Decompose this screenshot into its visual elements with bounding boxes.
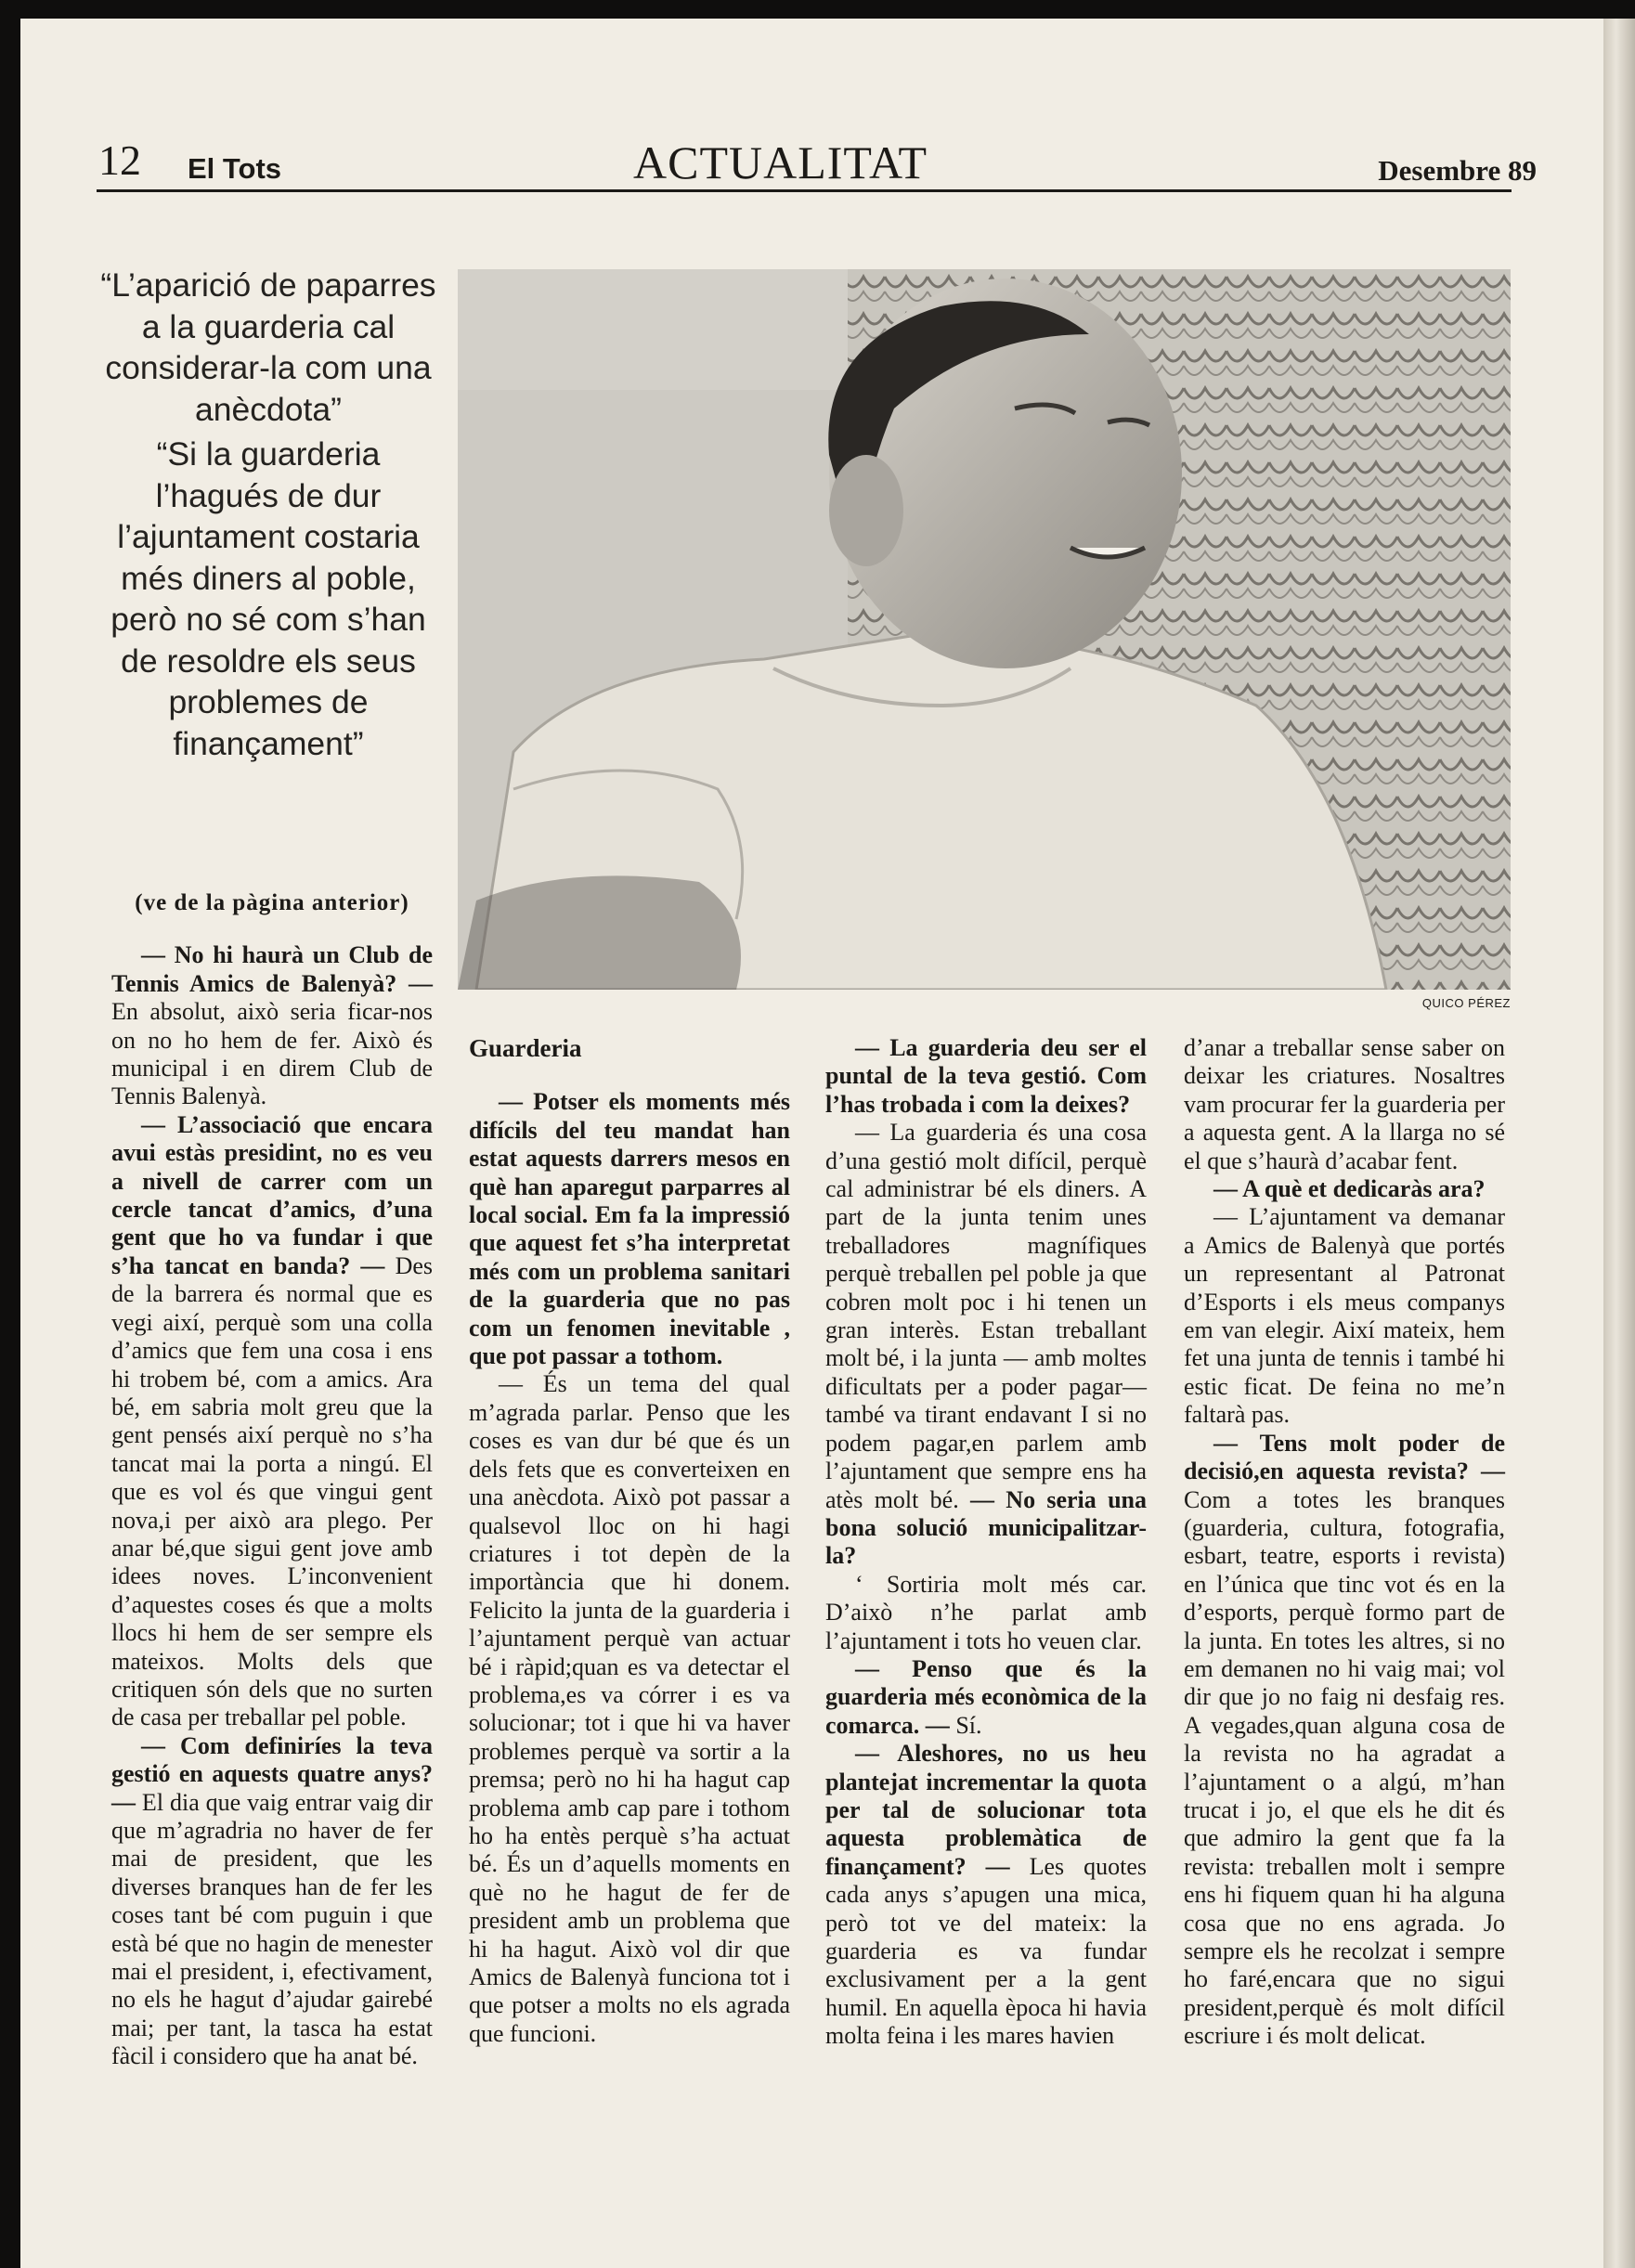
qa-paragraph	[111, 1732, 433, 2071]
article-column-4	[1184, 1034, 1505, 2051]
question: — L’associació que encara avui estàs presidint, no es veu a nivell de carrer com un cercle tancat d’amics, d’una gent que ho va fundar i que s’ha tancat en banda? —	[111, 1110, 433, 1279]
portrait-illustration	[458, 269, 1511, 990]
article-column-3	[825, 1034, 1147, 2051]
qa-paragraph	[825, 1571, 1147, 1655]
issue-date: Desembre 89	[1378, 154, 1537, 187]
question: — La guarderia deu ser el puntal de la teva gestió. Com l’has trobada i com la deixes?	[825, 1034, 1147, 1118]
pull-quote-1: “L’aparició de paparres a la guarderia cal considerar-la com una anècdota”	[100, 266, 436, 428]
section-heading: Guarderia	[469, 1034, 582, 1062]
pull-quote-2: “Si la guarderia l’hagués de dur l’ajuntament costaria més diners al poble, però no sé com s’han de resoldre els seus problemes de finançament”	[110, 435, 426, 762]
qa-paragraph	[1184, 1430, 1505, 2051]
answer: — La guarderia és una cosa d’una gestió molt difícil, perquè cal administrar bé els diners. A part de la junta tenim unes treballadores magnífiques perquè treballen pel poble ja que cobren molt poc i hi tenen un gran interès. Estan treballant molt bé, i la junta — amb moltes dificultats per a poder pagar— també va tirant endavant I si no podem pagar,en parlem amb l’ajuntament que sempre ens ha atès molt bé.	[825, 1119, 1147, 1513]
article-column-1	[111, 889, 433, 2071]
answer: — L’ajuntament va demanar a Amics de Balenyà que portés un representant al Patronat d’Esports i els meus companys em van elegir. Així mateix, hem fet una junta de tennis i també hi estic ficat. De feina no me’n faltarà pas.	[1184, 1203, 1505, 1429]
answer: — És un tema del qual m’agrada parlar. Penso que les coses es van dur bé que és un dels fets que es converteixen en una anècdota. Això pot passar a qualsevol lloc on hi hagi criatures i tot depèn de la importància que hi donem. Felicito la junta de la guarderia i l’ajuntament perquè van actuar bé i ràpid;quan es va detectar el problema,es va córrer i es va solucionar; tot i que hi va haver problemes perquè va sortir a la premsa; però no hi ha hagut cap problema amb cap pare i tothom ho ha entès perquè s’ha actuat bé. És un d’aquells moments en què no he hagut de fer de president amb un problema que hi ha hagut. Això vol dir que Amics de Balenyà funciona tot i que potser a molts no els agrada que funcioni.	[469, 1370, 790, 2047]
qa-paragraph	[825, 1119, 1147, 1571]
answer: Sí.	[949, 1711, 982, 1739]
qa-paragraph	[111, 941, 433, 1110]
publication-name: El Tots	[188, 152, 282, 185]
answer: En absolut, això seria ficar-nos on no ho hem de fer. Això és municipal i en direm Club de Tennis Balenyà.	[111, 998, 433, 1110]
question: — No hi haurà un Club de Tennis Amics de Balenyà? —	[111, 941, 433, 997]
question: — No seria una bona solució municipalitzar-la?	[825, 1485, 1147, 1570]
question: — Tens molt poder de decisió,en aquesta revista? —	[1184, 1429, 1505, 1485]
answer: Com a totes les branques (guarderia, cultura, fotografia, esbart, teatre, esports i revista) en l’única que tinc vot és en la d’esports, perquè formo part de la junta. En totes les altres, si no em demanen no hi vaig mai; vol dir que jo no faig ni desfaig res. A vegades,quan alguna cosa de la revista no ha agradat a l’ajuntament o a algú, m’han trucat i jo, el que els he dit és que admiro la gent que fa la revista: treballen molt i sempre ens hi fiquem quan hi ha alguna cosa que no ens agrada. Jo sempre els he recolzat i sempre ho faré,encara que no sigui president,perquè és molt difícil escriure i és molt delicat.	[1184, 1485, 1505, 2050]
answer: d’anar a treballar sense saber on deixar les criatures. Nosaltres vam procurar fer la guarderia per a aquesta gent. A la llarga no sé el que s’haurà d’acabar fent.	[1184, 1034, 1505, 1174]
qa-paragraph	[1184, 1034, 1505, 1175]
answer: Des de la barrera és normal que es vegi així, perquè som una colla d’amics que fem una cosa i ens hi trobem bé, com a amics. Ara bé, em sabria molt greu que la gent pensés així perquè no s’ha tancat mai la porta a ningú. El que es vol és que vingui gent nova,i per això ara plego. Per anar bé,que sigui gent jove amb idees noves. L’inconvenient d’aquestes coses és que a molts llocs hi hem de ser sempre els mateixos. Molts dels que critiquen són dels que no surten de casa per treballar pel poble.	[111, 1251, 433, 1731]
interview-photo	[458, 269, 1511, 990]
qa-paragraph	[825, 1740, 1147, 2050]
answer: El dia que vaig entrar vaig dir que m’agradria no haver de fer mai de president, que les diverses branques han de fer les coses tant bé com puguin i que està bé que no hagin de menester mai el president, i, efectivament, no els he hagut d’ajudar gairebé mai; per tant, la tasca ha estat fàcil i considero que ha anat bé.	[111, 1788, 433, 2070]
answer: ‘ Sortiria molt més car. D’això n’he parlat amb l’ajuntament i tots ho veuen clar.	[825, 1570, 1147, 1654]
question: — Aleshores, no us heu plantejat incrementar la quota per tal de solucionar tota aquesta problemàtica de finançament? —	[825, 1740, 1147, 1880]
continued-from-note: (ve de la pàgina anterior)	[135, 890, 409, 915]
section-title: ACTUALITAT	[633, 136, 928, 188]
page-edge	[1603, 19, 1635, 2268]
article-column-2	[469, 1034, 790, 2048]
qa-paragraph	[825, 1655, 1147, 1740]
page-number: 12	[98, 136, 141, 184]
header-rule	[97, 189, 1512, 192]
question: — A què et dedicaràs ara?	[1213, 1175, 1486, 1203]
qa-paragraph	[111, 1111, 433, 1732]
question: — Com definiríes la teva gestió en aquests quatre anys? —	[111, 1731, 433, 1816]
qa-paragraph	[825, 1034, 1147, 1119]
answer: Les quotes cada anys s’apugen una mica, però tot ve del mateix: la guarderia es va fundar exclusivament per a la gent humil. En aquella època hi havia molta feina i les mares havien	[825, 1852, 1147, 2050]
question: — Penso que és la guarderia més econòmica de la comarca. —	[825, 1654, 1147, 1739]
photo-credit: QUICO PÉREZ	[1421, 996, 1511, 1010]
question: — Potser els moments més difícils del teu mandat han estat aquests darrers mesos en què han aparegut parparres al local social. Em fa la impressió que aquest fet s’ha interpretat més com un problema sanitari de la guarderia que no pas com un fenomen inevitable , que pot passar a tothom.	[469, 1088, 790, 1370]
pull-quote	[97, 265, 440, 768]
